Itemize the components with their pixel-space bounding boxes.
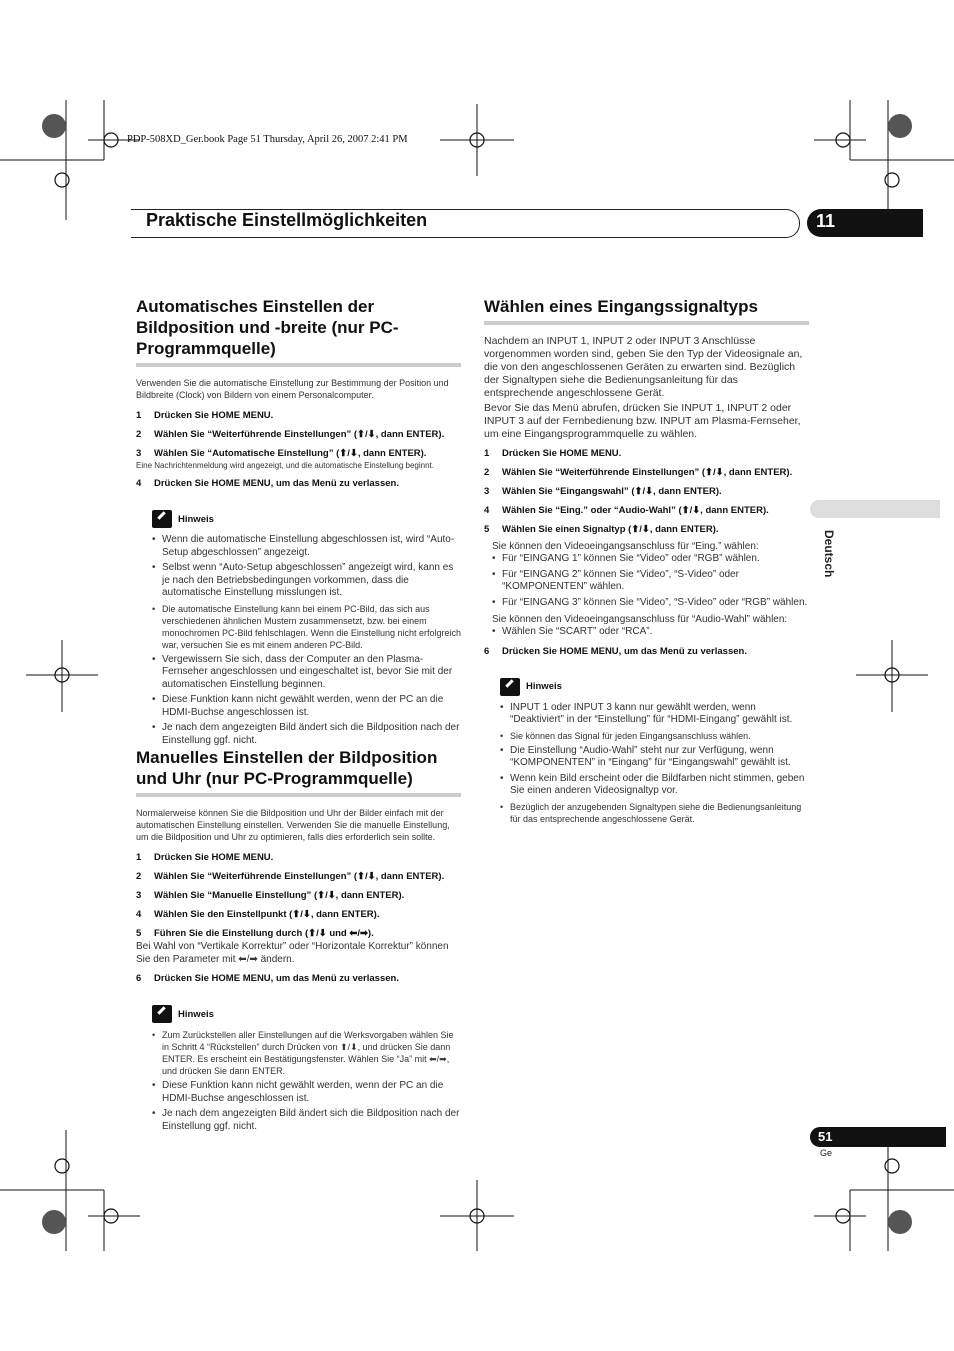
option-list	[484, 626, 809, 639]
list-item: • Wenn die automatische Einstellung abgeschlossen ist, wird “Auto-Setup abgeschlossen” angezeigt.	[152, 534, 461, 559]
step: 2 Wählen Sie “Weiterführende Einstellungen” (⬆/⬇, dann ENTER).	[136, 429, 445, 440]
step: 2 Wählen Sie “Weiterführende Einstellungen” (⬆/⬇, dann ENTER).	[136, 871, 445, 882]
section-intro: Normalerweise können Sie die Bildposition und Uhr der Bilder einfach mit der automatischen Einstellung einstellen. Verwenden Sie die manuelle Einstellung, um die Bildposition und Uhr zu optimieren, falls dies erforderlich sein sollte.	[136, 808, 450, 842]
list-item: • Die automatische Einstellung kann bei einem PC-Bild, das sich aus verschiedenen ähnlichen Mustern zusammensetzt, bzw. bei einem monochromen PC-Bild fehlschlagen. Wenn die Einstellung nicht erfolgreich war, versuchen Sie es mit einem anderen PC-Bild.	[152, 603, 461, 651]
step: 3 Wählen Sie “Manuelle Einstellung” (⬆/⬇, dann ENTER).	[136, 890, 405, 901]
step-note: Bei Wahl von “Vertikale Korrektur” oder “Horizontale Korrektur” können Sie den Parameter mit ⬅/➡ ändern.	[136, 941, 449, 965]
page-title: Praktische Einstellmöglichkeiten	[146, 210, 428, 230]
section-title: Automatisches Einstellen der Bildposition und -breite (nur PC-Programmquelle)	[136, 297, 399, 358]
pencil-note-icon	[152, 510, 172, 528]
option-intro: Sie können den Videoeingangsanschluss für “Audio-Wahl” wählen:	[492, 614, 788, 625]
list-item: • Für “EINGANG 3” können Sie “Video”, “S-Video” oder “RGB” wählen.	[492, 597, 809, 610]
side-language: Deutsch	[822, 530, 836, 578]
list-item: • Die Einstellung “Audio-Wahl” steht nur zur Verfügung, wenn “KOMPONENTEN” in “Eingang” für “Eingangswahl” gewählt ist.	[500, 745, 809, 770]
note-list	[484, 702, 809, 825]
section-title: Manuelles Einstellen der Bildposition und Uhr (nur PC-Programmquelle)	[136, 748, 438, 788]
step: 1 Drücken Sie HOME MENU.	[136, 852, 274, 863]
section-manual-adjust	[136, 747, 461, 1136]
page-number: 51	[818, 1129, 833, 1144]
note-list	[136, 534, 461, 747]
list-item: • Für “EINGANG 1” können Sie “Video” oder “RGB” wählen.	[492, 553, 809, 566]
list-item: • Je nach dem angezeigten Bild ändert sich die Bildposition nach der Einstellung ggf. nicht.	[152, 1108, 461, 1133]
section-rule	[484, 321, 809, 325]
list-item: • Selbst wenn “Auto-Setup abgeschlossen” angezeigt wird, kann es je nach den Betriebsbedingungen vorkommen, dass die automatische Einstellung misslungen ist.	[152, 562, 461, 600]
list-item: • Zum Zurückstellen aller Einstellungen auf die Werksvorgaben wählen Sie in Schritt 4 “Rückstellen” durch Drücken von ⬆/⬇, und drücken Sie dann ENTER. Es erscheint ein Bestätigungsfenster. Wählen Sie “Ja” mit ⬅/➡, und drücken Sie dann ENTER.	[152, 1029, 461, 1077]
section-title: Wählen eines Eingangssignaltyps	[484, 297, 758, 316]
step: 1 Drücken Sie HOME MENU.	[136, 410, 274, 421]
list-item: • Diese Funktion kann nicht gewählt werden, wenn der PC an die HDMI-Buchse angeschlossen ist.	[152, 694, 461, 719]
list-item: • Je nach dem angezeigten Bild ändert sich die Bildposition nach der Einstellung ggf. nicht.	[152, 722, 461, 747]
step: 1 Drücken Sie HOME MENU.	[484, 448, 622, 459]
list-item: • Vergewissern Sie sich, dass der Computer an den Plasma-Fernseher angeschlossen und eingeschaltet ist, bevor Sie mit der automatischen Einstellung beginnen.	[152, 654, 461, 692]
section-rule	[136, 363, 461, 367]
pencil-note-icon	[500, 678, 520, 696]
step: 3 Wählen Sie “Automatische Einstellung” (⬆/⬇, dann ENTER).	[136, 448, 427, 459]
option-list	[484, 553, 809, 609]
list-item: • Wenn kein Bild erscheint oder die Bildfarben nicht stimmen, geben Sie einen anderen Videosignaltyp vor.	[500, 773, 809, 798]
section-intro: Verwenden Sie die automatische Einstellung zur Bestimmung der Position und Bildbreite (Clock) von Bildern von einem Personalcomputer.	[136, 378, 449, 400]
section-intro: Nachdem an INPUT 1, INPUT 2 oder INPUT 3 Anschlüsse vorgenommen worden sind, geben Sie den Typ der Videosignale an, die von den angeschlossenen Geräten zu erwarten sind. Bezüglich der Signaltypen siehe die Bedienungsanleitung für das entsprechende angeschlossene Gerät.	[484, 335, 803, 399]
note-heading: Hinweis	[152, 510, 461, 528]
pencil-note-icon	[152, 1005, 172, 1023]
book-info: PDP-508XD_Ger.book Page 51 Thursday, April 26, 2007 2:41 PM	[127, 134, 408, 145]
page-language-code: Ge	[820, 1148, 833, 1158]
list-item: • Bezüglich der anzugebenden Signaltypen siehe die Bedienungsanleitung für das entsprechende angeschlossene Gerät.	[500, 801, 809, 825]
language-tab	[810, 500, 940, 518]
step: 6 Drücken Sie HOME MENU, um das Menü zu verlassen.	[136, 973, 399, 984]
step: 4 Wählen Sie “Eing.” oder “Audio-Wahl” (⬆/⬇, dann ENTER).	[484, 505, 769, 516]
section-input-signal	[484, 296, 809, 828]
step-note: Eine Nachrichtenmeldung wird angezeigt, und die automatische Einstellung beginnt.	[136, 461, 434, 470]
list-item: • Wählen Sie “SCART” oder “RCA”.	[492, 626, 809, 639]
step: 6 Drücken Sie HOME MENU, um das Menü zu verlassen.	[484, 645, 747, 657]
note-list	[136, 1029, 461, 1133]
section-intro: Bevor Sie das Menü abrufen, drücken Sie INPUT 1, INPUT 2 oder INPUT 3 auf der Fernbedienung bzw. INPUT am Plasma-Fernseher, um eine Eingangsprogrammquelle zu wählen.	[484, 402, 801, 440]
list-item: • Diese Funktion kann nicht gewählt werden, wenn der PC an die HDMI-Buchse angeschlossen ist.	[152, 1080, 461, 1105]
step: 5 Wählen Sie einen Signaltyp (⬆/⬇, dann ENTER).	[484, 524, 719, 535]
list-item: • Sie können das Signal für jeden Eingangsanschluss wählen.	[500, 730, 809, 742]
section-rule	[136, 793, 461, 797]
step: 5 Führen Sie die Einstellung durch (⬆/⬇ und ⬅/➡).	[136, 928, 374, 939]
step: 3 Wählen Sie “Eingangswahl” (⬆/⬇, dann ENTER).	[484, 486, 722, 497]
chapter-number: 11	[816, 211, 836, 231]
option-intro: Sie können den Videoeingangsanschluss für “Eing.” wählen:	[492, 541, 759, 552]
note-heading: Hinweis	[500, 678, 809, 696]
step: 4 Drücken Sie HOME MENU, um das Menü zu verlassen.	[136, 478, 399, 489]
section-auto-adjust	[136, 296, 461, 750]
step: 2 Wählen Sie “Weiterführende Einstellungen” (⬆/⬇, dann ENTER).	[484, 467, 793, 478]
list-item: • INPUT 1 oder INPUT 3 kann nur gewählt werden, wenn “Deaktiviert” in der “Einstellung” für “HDMI-Eingang” gewählt ist.	[500, 702, 809, 727]
note-heading: Hinweis	[152, 1005, 461, 1023]
list-item: • Für “EINGANG 2” können Sie “Video”, “S-Video” oder “KOMPONENTEN” wählen.	[492, 569, 809, 594]
step: 4 Wählen Sie den Einstellpunkt (⬆/⬇, dann ENTER).	[136, 909, 380, 920]
